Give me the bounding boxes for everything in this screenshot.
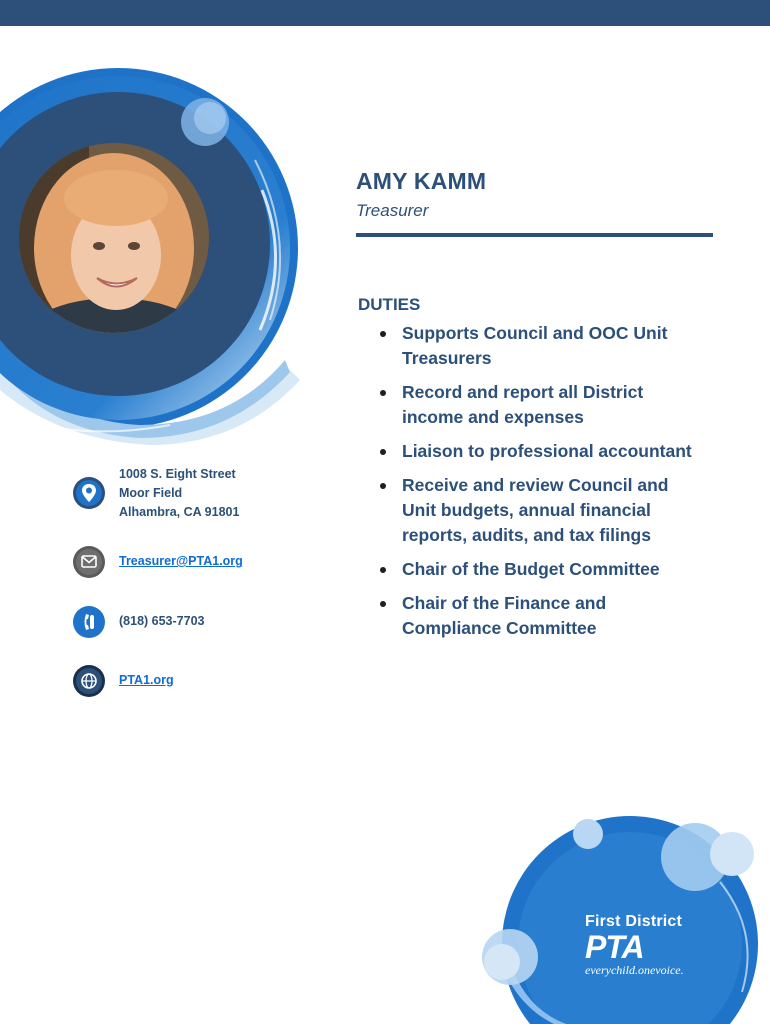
portrait-image — [19, 143, 209, 333]
bullet-icon — [380, 601, 386, 607]
duties-heading: DUTIES — [358, 295, 421, 314]
person-name: AMY KAMM — [356, 168, 487, 194]
duty-item: Supports Council and OOC Unit Treasurers — [358, 321, 758, 371]
address-line-3: Alhambra, CA 91801 — [119, 505, 240, 519]
duty-item: Chair of the Finance and Compliance Committee — [358, 591, 758, 641]
address-line-1: 1008 S. Eight Street — [119, 467, 236, 481]
duties-section — [358, 295, 758, 650]
title-divider — [356, 233, 713, 237]
address-line-2: Moor Field — [119, 486, 183, 500]
phone-icon — [72, 605, 106, 639]
pta-logo — [585, 913, 725, 978]
bullet-icon — [380, 483, 386, 489]
logo-line-1: First District — [585, 913, 683, 930]
bullet-icon — [380, 390, 386, 396]
email-icon — [72, 545, 106, 579]
globe-icon — [72, 664, 106, 698]
logo-tagline: everychild.onevoice. — [585, 963, 684, 977]
duties-list — [358, 321, 758, 641]
duty-item: Record and report all District income and expenses — [358, 380, 758, 430]
duty-item: Receive and review Council and Unit budgets, annual financial reports, audits, and tax filings — [358, 473, 758, 548]
website-link[interactable]: PTA1.org — [119, 673, 174, 687]
bullet-icon — [380, 567, 386, 573]
duty-item: Chair of the Budget Committee — [358, 557, 758, 582]
bullet-icon — [380, 449, 386, 455]
profile-photo — [19, 143, 209, 333]
email-link[interactable]: Treasurer@PTA1.org — [119, 554, 243, 568]
name-block — [356, 168, 716, 221]
duty-item: Liaison to professional accountant — [358, 439, 758, 464]
person-title: Treasurer — [356, 201, 429, 220]
logo-line-2: PTA — [585, 929, 644, 965]
bullet-icon — [380, 331, 386, 337]
location-pin-icon — [72, 476, 106, 510]
phone-number: (818) 653-7703 — [119, 614, 205, 628]
